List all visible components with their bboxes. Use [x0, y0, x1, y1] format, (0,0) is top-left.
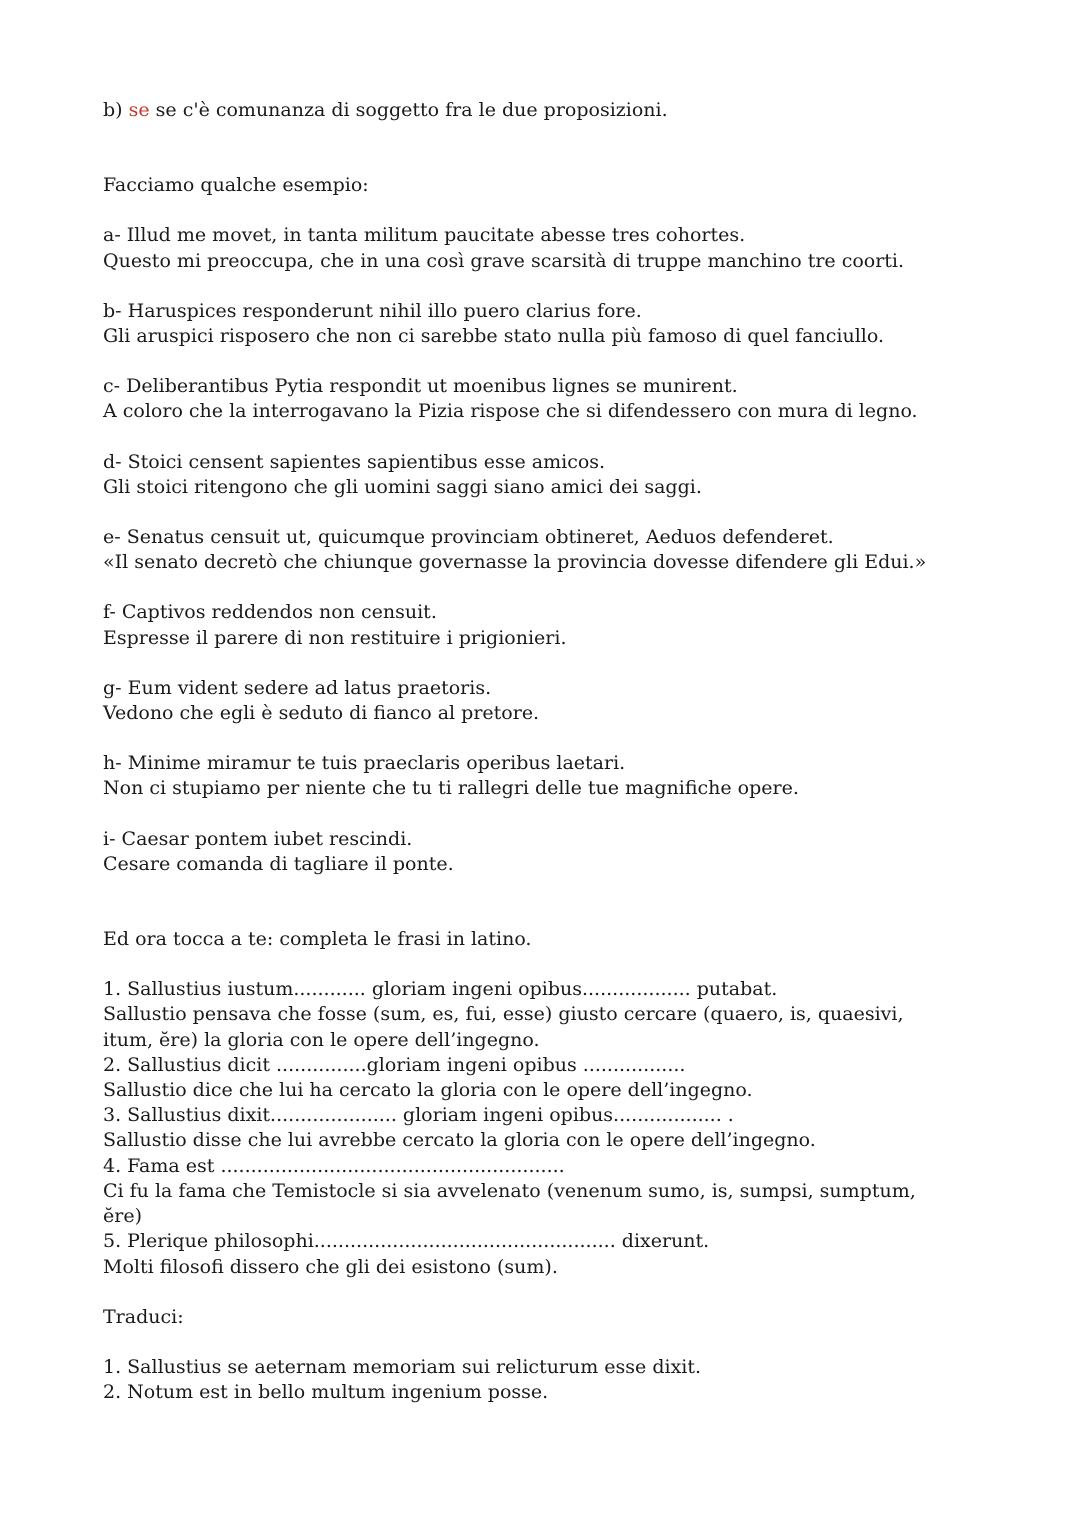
example-b [103, 299, 1003, 349]
example-latin: b- Haruspices responderunt nihil illo puero clarius fore. [103, 299, 642, 322]
translate-heading: Traduci: [103, 1305, 184, 1328]
example-c [103, 374, 1003, 424]
exercise-line: Sallustio disse che lui avrebbe cercato la gloria con le opere dell’ingegno. [103, 1129, 816, 1152]
exercise-line: 4. Fama est ......................................................... [103, 1154, 565, 1177]
example-latin: c- Deliberantibus Pytia respondit ut moenibus lignes se munirent. [103, 375, 738, 398]
example-latin: a- Illud me movet, in tanta militum paucitate abesse tres cohortes. [103, 224, 746, 247]
exercise-block [103, 977, 1003, 1279]
example-italian: A coloro che la interrogavano la Pizia rispose che si difendessero con mura di legno. [103, 400, 918, 423]
example-italian: Espresse il parere di non restituire i prigionieri. [103, 626, 567, 649]
example-i [103, 827, 1003, 877]
intro-rest: se c'è comunanza di soggetto fra le due proposizioni. [149, 99, 668, 121]
example-italian: Gli aruspici risposero che non ci sarebbe stato nulla più famoso di quel fanciullo. [103, 325, 884, 348]
example-latin: e- Senatus censuit ut, quicumque provinciam obtineret, Aeduos defenderet. [103, 526, 834, 549]
exercise-line: 1. Sallustius iustum............ gloriam ingeni opibus.................. putabat. [103, 978, 778, 1001]
example-latin: g- Eum vident sedere ad latus praetoris. [103, 676, 492, 699]
document-page [103, 98, 1003, 1405]
exercise-line: Ci fu la fama che Temistocle si sia avvelenato (venenum sumo, is, sumpsi, sumptum, [103, 1179, 916, 1202]
example-italian: Gli stoici ritengono che gli uomini saggi siano amici dei saggi. [103, 475, 702, 498]
example-italian: «Il senato decretò che chiunque governasse la provincia dovesse difendere gli Edui.» [103, 551, 927, 574]
intro-prefix: b) [103, 99, 129, 121]
translate-block [103, 1355, 1003, 1405]
exercise-line: 2. Sallustius dicit ...............gloriam ingeni opibus ................. [103, 1053, 686, 1076]
examples-heading: Facciamo qualche esempio: [103, 174, 369, 197]
intro-line [103, 98, 1003, 123]
example-latin: h- Minime miramur te tuis praeclaris operibus laetari. [103, 752, 626, 775]
example-latin: f- Captivos reddendos non censuit. [103, 601, 437, 624]
example-italian: Questo mi preoccupa, che in una così grave scarsità di truppe manchino tre coorti. [103, 249, 905, 272]
exercise-line: Molti filosofi dissero che gli dei esistono (sum). [103, 1255, 558, 1278]
exercise-line: 3. Sallustius dixit..................... gloriam ingeni opibus.................. . [103, 1104, 734, 1127]
exercise-line: itum, ĕre) la gloria con le opere dell’ingegno. [103, 1028, 540, 1051]
example-f [103, 600, 1003, 650]
exercise-heading: Ed ora tocca a te: completa le frasi in latino. [103, 928, 532, 951]
example-h [103, 751, 1003, 801]
example-g [103, 676, 1003, 726]
exercise-line: Sallustio pensava che fosse (sum, es, fui, esse) giusto cercare (quaero, is, quaesivi, [103, 1003, 904, 1026]
example-latin: i- Caesar pontem iubet rescindi. [103, 827, 413, 850]
intro-red-word: se [128, 99, 150, 121]
example-latin: d- Stoici censent sapientes sapientibus esse amicos. [103, 450, 606, 473]
example-italian: Vedono che egli è seduto di fianco al pretore. [103, 702, 540, 725]
exercise-line: ĕre) [103, 1205, 142, 1228]
example-italian: Non ci stupiamo per niente che tu ti rallegri delle tue magnifiche opere. [103, 777, 799, 800]
exercise-line: Sallustio dice che lui ha cercato la gloria con le opere dell’ingegno. [103, 1079, 753, 1102]
example-a [103, 223, 1003, 273]
translate-line: 2. Notum est in bello multum ingenium posse. [103, 1381, 549, 1404]
spacer [103, 123, 1003, 173]
spacer [103, 877, 1003, 927]
example-italian: Cesare comanda di tagliare il ponte. [103, 852, 454, 875]
example-d [103, 450, 1003, 500]
example-e [103, 525, 1003, 575]
translate-line: 1. Sallustius se aeternam memoriam sui relicturum esse dixit. [103, 1355, 702, 1378]
exercise-line: 5. Plerique philosophi.................................................. dixerunt. [103, 1230, 710, 1253]
